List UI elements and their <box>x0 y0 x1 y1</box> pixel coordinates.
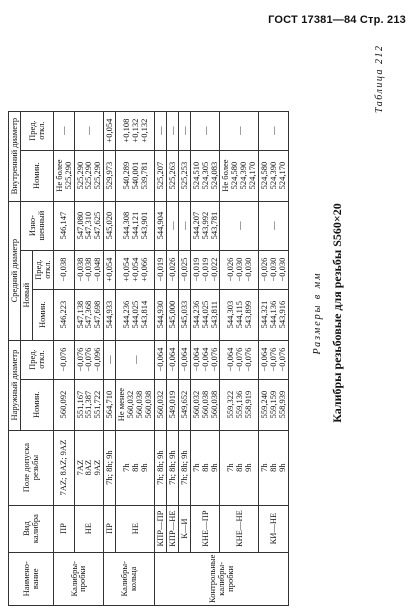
cell-mid-nom <box>190 289 220 340</box>
cell-line: −0,030 <box>233 257 244 282</box>
cell-line: −0,026 <box>224 257 235 282</box>
cell-inner-dev: — <box>53 111 74 150</box>
cell-outer-dev: — <box>104 340 116 379</box>
group-label: Калибры-пробки <box>53 552 104 605</box>
cell-field <box>259 430 289 505</box>
cell-line: 540,001 <box>129 161 140 190</box>
cell-inner-nom: 525,253 <box>178 150 190 201</box>
col-header-outer-nom: Номин. <box>20 379 53 430</box>
cell-line: 7AZ <box>74 459 85 476</box>
cell-line: 551,167 <box>74 390 85 419</box>
table-caption: Калибры резьбовые для резьбы S560×20 <box>330 203 344 423</box>
table-row <box>259 111 289 605</box>
cell-type: К—И <box>178 505 190 552</box>
cell-line: 558,939 <box>276 390 287 419</box>
cell-mid-worn: — <box>166 201 178 250</box>
cell-mid-dev: −0,026 <box>166 250 178 289</box>
cell-line: −0,064 <box>259 347 270 372</box>
cell-type: КНЕ—ПР <box>190 505 220 552</box>
col-header-inner-nom: Номин. <box>20 150 53 201</box>
cell-line: −0,076 <box>233 347 244 372</box>
cell-type: НЕ <box>74 505 104 552</box>
cell-line: 9h <box>242 463 253 472</box>
ne-bolee-label: Не более <box>53 159 64 192</box>
col-header-inner-dev: Пред. откл. <box>20 111 53 150</box>
cell-line: 551,722 <box>92 390 103 419</box>
cell-line: 547,310 <box>83 211 94 240</box>
cell-mid-worn <box>116 201 155 250</box>
cell-inner-dev: — <box>259 111 289 150</box>
cell-inner-dev <box>116 111 155 150</box>
cell-mid-dev <box>259 250 289 289</box>
cell-line: −0,038 <box>74 257 85 282</box>
cell-field <box>116 430 155 505</box>
cell-line: 544,303 <box>224 300 235 329</box>
cell-line: 524,390 <box>238 161 249 190</box>
cell-outer-nom <box>74 379 104 430</box>
cell-line: 544,236 <box>190 300 201 329</box>
cell-line: −0,076 <box>74 347 85 372</box>
cell-mid-worn: — <box>220 201 259 250</box>
cell-inner-nom: 529,973 <box>104 150 116 201</box>
cell-line: 547,625 <box>92 211 103 240</box>
table-row <box>190 111 220 605</box>
cell-mid-dev <box>220 250 259 289</box>
cell-line: 543,901 <box>138 211 149 240</box>
table-row <box>220 111 259 605</box>
cell-line: 7h <box>190 463 201 472</box>
cell-line: 524,170 <box>247 161 258 190</box>
cell-inner-nom <box>74 150 104 201</box>
col-header-new: Новый <box>20 250 32 340</box>
col-header-middle-dev: Пред. откл. <box>32 250 53 289</box>
cell-line: 543,814 <box>138 300 149 329</box>
cell-outer-nom: 560,032 <box>154 379 166 430</box>
cell-line: 547,138 <box>74 300 85 329</box>
cell-mid-nom: 545,033 <box>178 289 190 340</box>
cell-outer-nom: 549,019 <box>166 379 178 430</box>
col-header-middle-nom: Номин. <box>32 289 53 340</box>
cell-line: 524,305 <box>199 161 210 190</box>
group-label: Калибры-кольца <box>104 552 155 605</box>
cell-inner-nom <box>220 150 259 201</box>
cell-type: КНЕ—НЕ <box>220 505 259 552</box>
cell-line: 560,038 <box>134 390 145 419</box>
cell-line: −0,064 <box>224 347 235 372</box>
col-header-worn: Изно-шенный <box>20 201 53 250</box>
cell-line: −0,096 <box>92 347 103 372</box>
cell-inner-nom: 525,263 <box>166 150 178 201</box>
cell-outer-nom: 549,652 <box>178 379 190 430</box>
cell-line: 544,025 <box>129 300 140 329</box>
cell-outer-dev <box>190 340 220 379</box>
cell-mid-nom: 546,223 <box>53 289 74 340</box>
cell-line: +0,066 <box>138 257 149 282</box>
cell-field: 7h; 8h; 9h <box>166 430 178 505</box>
cell-line: −0,048 <box>92 257 103 282</box>
cell-field <box>74 430 104 505</box>
cell-mid-dev <box>190 250 220 289</box>
cell-line: 524,390 <box>268 161 279 190</box>
cell-line: 547,368 <box>83 300 94 329</box>
cell-line: 9h <box>276 463 287 472</box>
cell-outer-nom <box>116 379 155 430</box>
cell-line: 544,025 <box>199 300 210 329</box>
cell-line: −0,064 <box>199 347 210 372</box>
cell-line: 544,308 <box>120 211 131 240</box>
cell-line: −0,076 <box>268 347 279 372</box>
cell-mid-dev <box>74 250 104 289</box>
cell-line: 547,080 <box>74 211 85 240</box>
col-header-middle: Средний диаметр <box>9 201 21 340</box>
cell-mid-worn: 546,147 <box>53 201 74 250</box>
cell-outer-nom <box>190 379 220 430</box>
cell-line: 9AZ <box>92 459 103 476</box>
cell-line: 544,207 <box>190 211 201 240</box>
cell-outer-dev: — <box>116 340 155 379</box>
cell-type: КПР—НЕ <box>166 505 178 552</box>
cell-mid-worn <box>190 201 220 250</box>
cell-outer-dev <box>74 340 104 379</box>
cell-line: 524,510 <box>190 161 201 190</box>
cell-outer-dev: −0,076 <box>53 340 74 379</box>
cell-inner-dev: — <box>166 111 178 150</box>
cell-line: +0,054 <box>129 257 140 282</box>
col-header-outer-dev: Пред. откл. <box>20 340 53 379</box>
cell-inner-nom <box>53 150 74 201</box>
cell-mid-dev: +0,054 <box>104 250 116 289</box>
cell-mid-nom: 545,000 <box>166 289 178 340</box>
cell-field: 7h; 8h; 9h <box>104 430 116 505</box>
cell-mid-worn: 545,020 <box>104 201 116 250</box>
cell-outer-dev: −0,064 <box>154 340 166 379</box>
table-row <box>166 111 178 605</box>
cell-line: 543,899 <box>242 300 253 329</box>
cell-line: 8h <box>199 463 210 472</box>
cell-line: +0,108 <box>120 118 131 143</box>
cell-line: 560,032 <box>125 390 136 419</box>
cell-field: 7h; 8h; 9h <box>154 430 166 505</box>
units-label: Размеры в мм <box>312 271 323 355</box>
cell-mid-nom <box>220 289 259 340</box>
cell-line: +0,132 <box>129 118 140 143</box>
cell-line: 559,159 <box>268 390 279 419</box>
cell-line: 539,781 <box>138 161 149 190</box>
cell-type: ПР <box>53 505 74 552</box>
cell-line: −0,038 <box>83 257 94 282</box>
cell-outer-dev: −0,064 <box>166 340 178 379</box>
cell-field: 7AZ; 8AZ; 9AZ <box>53 430 74 505</box>
cell-line: −0,076 <box>83 347 94 372</box>
cell-outer-nom <box>259 379 289 430</box>
col-header-field: Поле допуска резьбы <box>9 430 54 505</box>
cell-line: 560,038 <box>208 390 219 419</box>
table-row <box>53 111 74 605</box>
cell-type: ПР <box>104 505 116 552</box>
cell-line: +0,132 <box>138 118 149 143</box>
cell-line: −0,019 <box>199 257 210 282</box>
cell-outer-nom: 564,710 <box>104 379 116 430</box>
cell-inner-nom: 525,207 <box>154 150 166 201</box>
cell-line: 551,387 <box>83 390 94 419</box>
cell-line: 543,811 <box>208 300 219 329</box>
cell-outer-dev: −0,064 <box>178 340 190 379</box>
cell-type: КПР—ПР <box>154 505 166 552</box>
cell-field <box>190 430 220 505</box>
cell-line: 540,289 <box>120 161 131 190</box>
cell-mid-worn: 544,904 <box>154 201 166 250</box>
cell-line: 544,115 <box>233 300 244 329</box>
cell-line: −0,076 <box>208 347 219 372</box>
cell-line: 7h <box>120 463 131 472</box>
cell-line: 8h <box>233 463 244 472</box>
cell-outer-dev <box>259 340 289 379</box>
cell-inner-dev: — <box>190 111 220 150</box>
cell-outer-dev <box>220 340 259 379</box>
cell-line: 547,698 <box>92 300 103 329</box>
cell-line: 524,580 <box>229 161 240 190</box>
cell-line: −0,064 <box>190 347 201 372</box>
cell-outer-nom <box>220 379 259 430</box>
cell-inner-nom <box>259 150 289 201</box>
cell-line: 544,121 <box>129 211 140 240</box>
cell-mid-worn: — <box>259 201 289 250</box>
cell-mid-worn <box>74 201 104 250</box>
ne-bolee-label: Не более <box>220 159 231 192</box>
cell-line: −0,030 <box>242 257 253 282</box>
col-header-type: Вид калибра <box>9 505 54 552</box>
col-header-name: Наимено-вание <box>9 552 54 605</box>
cell-line: 9h <box>138 463 149 472</box>
table-container <box>8 111 289 606</box>
cell-line: 8h <box>129 463 140 472</box>
cell-line: 559,240 <box>259 390 270 419</box>
cell-line: 543,916 <box>276 300 287 329</box>
cell-line: 8AZ <box>83 459 94 476</box>
cell-mid-nom: 544,933 <box>104 289 116 340</box>
cell-line: 560,038 <box>142 390 153 419</box>
cell-line: 559,136 <box>233 390 244 419</box>
cell-inner-dev: — <box>178 111 190 150</box>
cell-line: 559,322 <box>224 390 235 419</box>
cell-line: 8h <box>268 463 279 472</box>
cell-line: 9h <box>208 463 219 472</box>
cell-line: 544,321 <box>259 300 270 329</box>
cell-line: −0,076 <box>276 347 287 372</box>
cell-mid-nom: 544,930 <box>154 289 166 340</box>
cell-line: −0,030 <box>276 257 287 282</box>
cell-line: +0,054 <box>120 257 131 282</box>
cell-line: 560,032 <box>190 390 201 419</box>
cell-field: 7h; 8h; 9h <box>178 430 190 505</box>
cell-line: −0,022 <box>208 257 219 282</box>
cell-inner-dev: — <box>154 111 166 150</box>
table-row <box>178 111 190 605</box>
cell-line: 544,136 <box>268 300 279 329</box>
cell-inner-nom <box>116 150 155 201</box>
cell-mid-dev: −0,019 <box>154 250 166 289</box>
cell-line: −0,076 <box>242 347 253 372</box>
cell-value: 525,290 <box>62 161 73 190</box>
table-row <box>74 111 104 605</box>
cell-line: 525,290 <box>83 161 94 190</box>
cell-line: −0,030 <box>268 257 279 282</box>
cell-type: НЕ <box>116 505 155 552</box>
cell-mid-nom <box>74 289 104 340</box>
cell-mid-dev <box>116 250 155 289</box>
col-header-outer: Наружный диаметр <box>9 340 21 430</box>
cell-line: 524,083 <box>208 161 219 190</box>
cell-inner-dev: +0,054 <box>104 111 116 150</box>
cell-line: 560,038 <box>199 390 210 419</box>
cell-inner-nom <box>190 150 220 201</box>
gauge-table <box>8 111 289 606</box>
cell-mid-dev: −0,025 <box>178 250 190 289</box>
cell-mid-dev: −0,038 <box>53 250 74 289</box>
cell-type: КИ—НЕ <box>259 505 289 552</box>
cell-mid-nom <box>116 289 155 340</box>
cell-line: 543,992 <box>199 211 210 240</box>
group-label: Контрольные калибры-пробки <box>154 552 288 605</box>
table-row <box>116 111 155 605</box>
cell-inner-dev: — <box>74 111 104 150</box>
cell-line: 525,290 <box>92 161 103 190</box>
col-header-inner: Внутренний диаметр <box>9 111 21 201</box>
cell-outer-nom: 560,092 <box>53 379 74 430</box>
cell-mid-nom <box>259 289 289 340</box>
cell-line: 7h <box>259 463 270 472</box>
cell-line: 7h <box>224 463 235 472</box>
cell-line: 525,290 <box>74 161 85 190</box>
cell-line: −0,019 <box>190 257 201 282</box>
table-row <box>154 111 166 605</box>
ne-menee-label: Не менее <box>116 387 127 422</box>
cell-line: 543,781 <box>208 211 219 240</box>
cell-line: 558,919 <box>242 390 253 419</box>
cell-mid-worn: — <box>178 201 190 250</box>
table-row <box>104 111 116 605</box>
cell-line: 524,170 <box>276 161 287 190</box>
cell-line: −0,026 <box>259 257 270 282</box>
table-label: Таблица 212 <box>374 44 385 113</box>
cell-field <box>220 430 259 505</box>
cell-inner-dev: — <box>220 111 259 150</box>
cell-line: 544,236 <box>120 300 131 329</box>
page-header: ГОСТ 17381—84 Стр. 213 <box>268 14 406 26</box>
cell-line: 524,580 <box>259 161 270 190</box>
